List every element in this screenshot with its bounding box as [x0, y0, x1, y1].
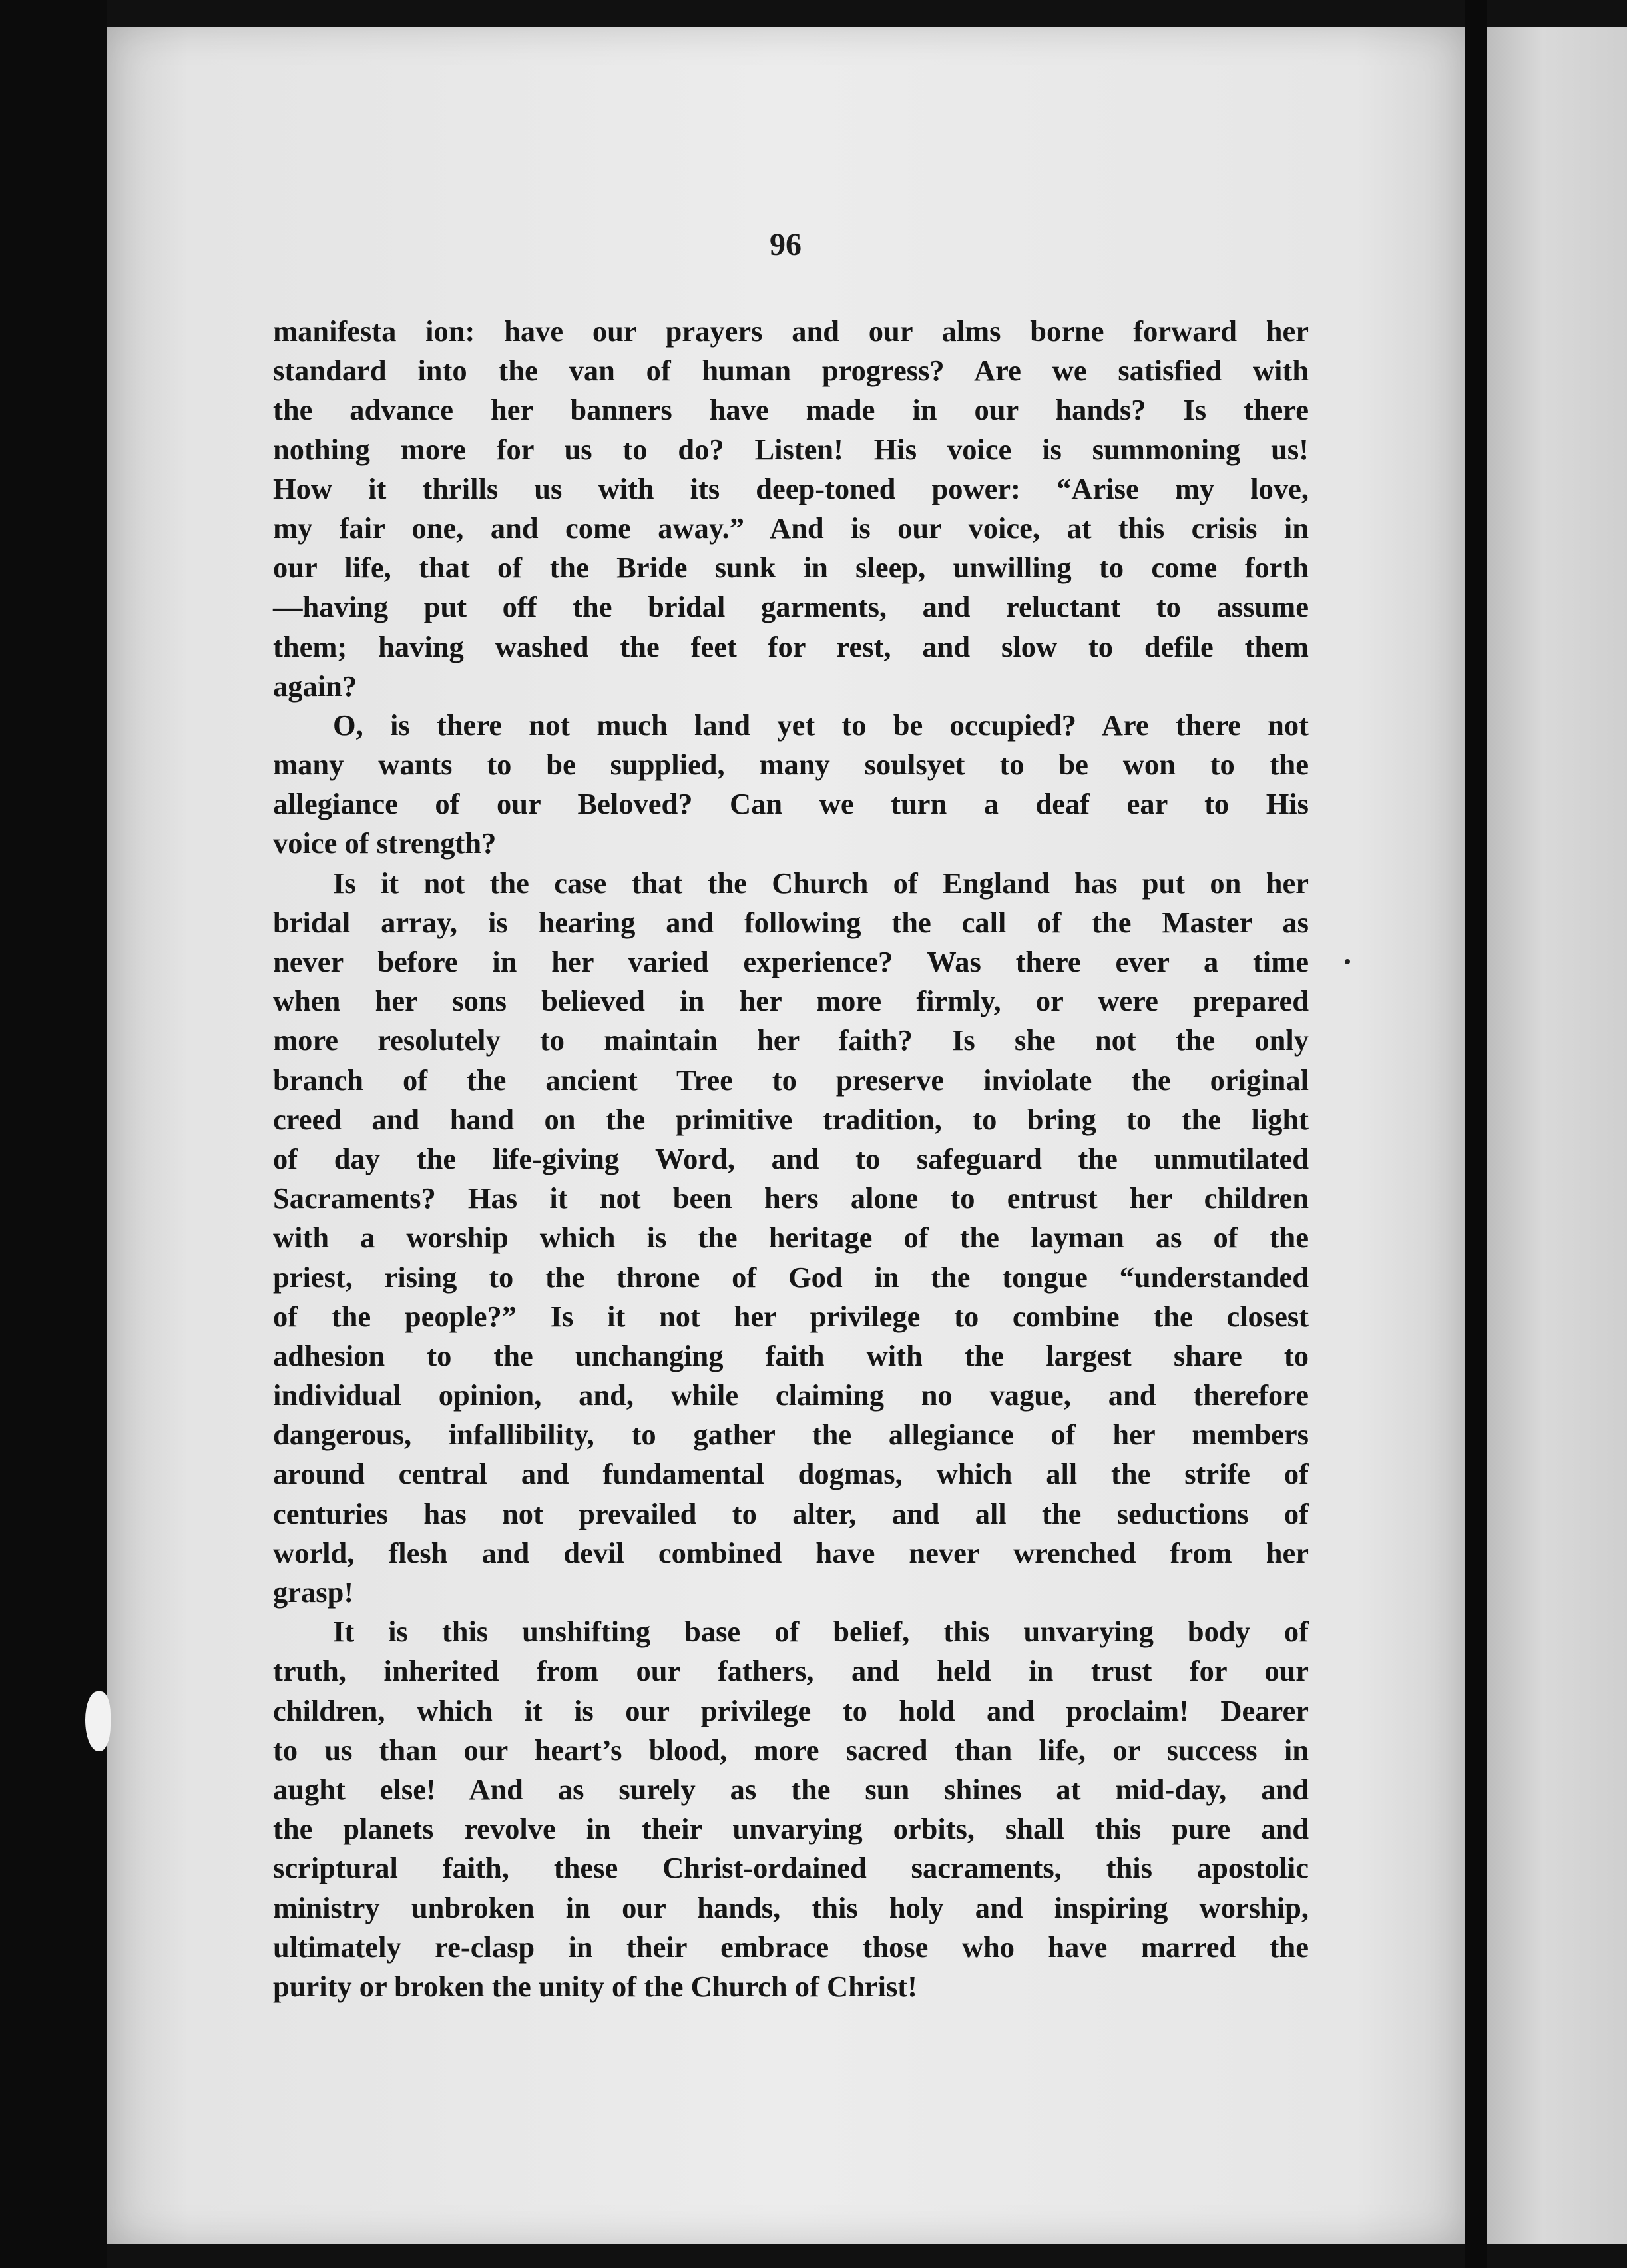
text-line: It is this unshifting base of belief, this unvarying body of [333, 1615, 1309, 1649]
text-line: individual opinion, and, while claiming no vague, and therefore [273, 1378, 1309, 1412]
paragraph [273, 864, 1309, 1613]
text-line: centuries has not prevailed to alter, and all the seductions of [273, 1496, 1309, 1530]
paragraph [273, 312, 1309, 706]
text-line: the planets revolve in their unvarying orbits, shall this pure and [273, 1812, 1309, 1846]
text-line: Is it not the case that the Church of England has put on her [333, 866, 1309, 900]
text-line: ultimately re-clasp in their embrace those who have marred the [273, 1930, 1309, 1964]
text-line: ministry unbroken in our hands, this holy and inspiring worship, [273, 1890, 1309, 1924]
text-line: creed and hand on the primitive tradition, to bring to the light [273, 1102, 1309, 1136]
text-line: of the people?” Is it not her privilege to combine the closest [273, 1299, 1309, 1333]
text-line: manifesta ion: have our prayers and our alms borne forward her [273, 314, 1309, 348]
text-line: with a worship which is the heritage of the layman as of the [273, 1221, 1309, 1255]
text-line: many wants to be supplied, many soulsyet to be won to the [273, 748, 1309, 782]
text-line: nothing more for us to do? Listen! His voice is summoning us! [273, 432, 1309, 466]
text-line: the advance her banners have made in our hands? Is there [273, 393, 1309, 427]
binding-edge [0, 0, 107, 2268]
text-line: O, is there not much land yet to be occupied? Are there not [333, 708, 1309, 742]
text-line: allegiance of our Beloved? Can we turn a deaf ear to His [273, 787, 1309, 821]
text-line: branch of the ancient Tree to preserve inviolate the original [273, 1063, 1309, 1097]
text-line: my fair one, and come away.” And is our voice, at this crisis in [273, 511, 1309, 545]
text-line: world, flesh and devil combined have never wrenched from her [273, 1536, 1309, 1569]
text-line: adhesion to the unchanging faith with the largest share to [273, 1338, 1309, 1372]
ink-speck [1345, 959, 1350, 964]
text-line: How it thrills us with its deep-toned power: “Arise my love, [273, 471, 1309, 505]
text-line: —having put off the bridal garments, and reluctant to assume [273, 590, 1309, 624]
text-line: more resolutely to maintain her faith? Is she not the only [273, 1023, 1309, 1057]
text-line: children, which it is our privilege to hold and proclaim! Dearer [273, 1693, 1309, 1727]
next-page-edge [1487, 27, 1627, 2244]
text-line: scriptural faith, these Christ-ordained sacraments, this apostolic [273, 1851, 1309, 1885]
text-line: grasp! [273, 1575, 354, 1609]
text-line: to us than our heart’s blood, more sacred than life, or success in [273, 1733, 1309, 1767]
text-line: voice of strength? [273, 826, 497, 860]
text-line: purity or broken the unity of the Church of Christ! [273, 1969, 917, 2003]
text-line: bridal array, is hearing and following the call of the Master as [273, 905, 1309, 939]
text-line: when her sons believed in her more firmly, or were prepared [273, 984, 1309, 1018]
text-line: Sacraments? Has it not been hers alone to entrust her children [273, 1181, 1309, 1215]
page-number: 96 [770, 227, 802, 262]
body-text [273, 312, 1309, 2006]
text-line: again? [273, 669, 357, 703]
text-line: of day the life-giving Word, and to safeguard the unmutilated [273, 1141, 1309, 1175]
text-line: never before in her varied experience? Was there ever a time [273, 945, 1309, 978]
text-line: standard into the van of human progress? Are we satisfied with [273, 354, 1309, 388]
paragraph [273, 706, 1309, 864]
text-line: aught else! And as surely as the sun shines at mid-day, and [273, 1772, 1309, 1806]
margin-blemish [85, 1691, 111, 1751]
text-line: dangerous, infallibility, to gather the allegiance of her members [273, 1418, 1309, 1452]
text-line: our life, that of the Bride sunk in sleep, unwilling to come forth [273, 551, 1309, 585]
text-line: them; having washed the feet for rest, and slow to defile them [273, 629, 1309, 663]
text-line: priest, rising to the throne of God in the tongue “understanded [273, 1260, 1309, 1294]
text-line: truth, inherited from our fathers, and held in trust for our [273, 1654, 1309, 1688]
page-gutter [1465, 0, 1487, 2268]
text-line: around central and fundamental dogmas, which all the strife of [273, 1457, 1309, 1491]
paragraph [273, 1612, 1309, 2006]
